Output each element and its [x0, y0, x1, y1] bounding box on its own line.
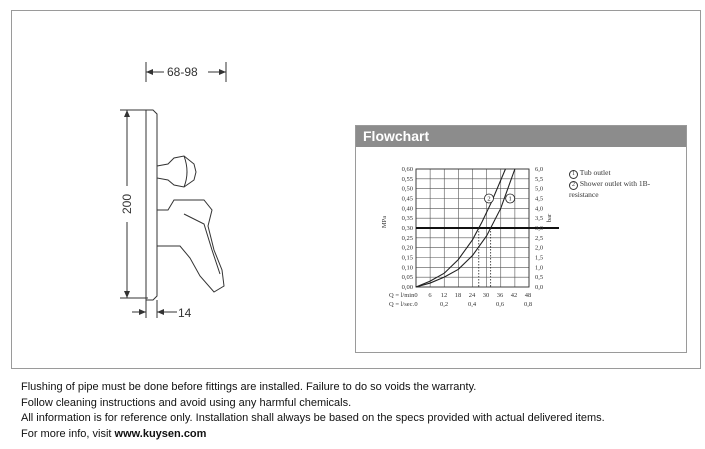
- y-tick-left-4: 0,20: [401, 244, 413, 252]
- y-tick-left-10: 0,50: [401, 185, 413, 193]
- series-marker-label-2: 2: [487, 195, 491, 203]
- y-label-left: MPa: [381, 215, 388, 229]
- x2-tick-4: 0,8: [523, 301, 533, 308]
- wall-plate: [146, 110, 157, 300]
- y-tick-right-9: 4,5: [535, 195, 544, 203]
- dim-depth-arrowhead-right: [157, 309, 164, 315]
- dim-top-label: 68-98: [167, 65, 198, 79]
- y-tick-right-0: 0,0: [535, 284, 544, 291]
- y-tick-right-7: 3,5: [535, 215, 544, 223]
- legend-item-2: [569, 179, 664, 199]
- y-tick-right-12: 6,0: [535, 166, 544, 173]
- y-tick-right-4: 2,0: [535, 244, 544, 252]
- dim-depth-arrowhead-left: [139, 309, 146, 315]
- x-tick-1: 6: [428, 292, 432, 299]
- x-tick-2: 12: [440, 292, 448, 299]
- y-tick-right-5: 2,5: [535, 234, 544, 242]
- y-tick-right-3: 1,5: [535, 254, 544, 262]
- dim-top-arrow-right: [219, 69, 226, 75]
- y-tick-left-12: 0,60: [401, 166, 413, 173]
- website-link[interactable]: www.kuysen.com: [114, 427, 207, 440]
- y-label-right: bar: [546, 213, 553, 223]
- x-tick-8: 48: [524, 292, 532, 299]
- diverter-knob-edge: [184, 156, 187, 187]
- series-marker-label-1: 1: [508, 195, 512, 203]
- y-tick-left-1: 0,05: [401, 274, 413, 282]
- x2-tick-2: 0,4: [467, 301, 477, 308]
- x2-tick-3: 0,6: [495, 301, 505, 308]
- y-tick-left-7: 0,35: [401, 215, 413, 223]
- y-tick-right-10: 5,0: [535, 185, 544, 193]
- note-more-info: [21, 427, 605, 443]
- y-tick-left-5: 0,25: [401, 234, 413, 242]
- x2-tick-1: 0,2: [439, 301, 449, 308]
- diverter-knob: [157, 156, 196, 187]
- x-row-label-1: Q = l/min: [389, 292, 415, 299]
- dim-height-arrow-top: [124, 110, 130, 117]
- y-tick-left-0: 0,00: [401, 284, 413, 291]
- y-tick-right-11: 5,5: [535, 175, 544, 183]
- x2-tick-0: 0: [414, 301, 418, 308]
- legend-item-1: [569, 168, 611, 179]
- legend-text-1: Tub outlet: [579, 168, 611, 177]
- x-tick-3: 18: [454, 292, 462, 299]
- x-tick-5: 30: [482, 292, 490, 299]
- legend-num-2: 2: [569, 181, 578, 190]
- flowchart-title: Flowchart: [356, 126, 686, 147]
- y-tick-right-2: 1,0: [535, 264, 544, 272]
- legend-num-1: 1: [569, 170, 578, 179]
- y-tick-left-6: 0,30: [401, 225, 413, 232]
- lever-handle-contour: [184, 214, 220, 274]
- lever-handle: [157, 200, 224, 292]
- note-cleaning: Follow cleaning instructions and avoid using any harmful chemicals.: [21, 396, 352, 409]
- x-tick-0: 0: [414, 292, 418, 299]
- y-tick-right-1: 0,5: [535, 274, 544, 282]
- dim-top-arrow-left: [146, 69, 153, 75]
- notes-section: [21, 380, 605, 442]
- dim-depth-label: 14: [178, 306, 192, 320]
- x-tick-6: 36: [496, 292, 504, 299]
- x-row-label-2: Q = l/sec.: [389, 301, 415, 308]
- dim-height-arrow-bottom: [124, 291, 130, 298]
- x-tick-4: 24: [468, 292, 476, 299]
- y-tick-left-9: 0,45: [401, 195, 413, 203]
- flowchart-panel: [355, 125, 687, 353]
- note-reference: All information is for reference only. Installation shall always be based on the specs provided with actual delivered items.: [21, 412, 605, 424]
- dim-height-label: 200: [120, 193, 134, 215]
- y-tick-left-11: 0,55: [401, 175, 413, 183]
- y-tick-left-2: 0,10: [401, 264, 413, 272]
- x-tick-7: 42: [510, 292, 518, 299]
- note-more-info-prefix: For more info, visit: [21, 427, 115, 440]
- y-tick-left-8: 0,40: [401, 205, 413, 213]
- y-tick-right-8: 4,0: [535, 205, 544, 213]
- y-tick-left-3: 0,15: [401, 254, 413, 262]
- legend-text-2: Shower outlet with 1B-resistance: [569, 179, 651, 199]
- flowchart-chart: [356, 126, 686, 352]
- y-tick-right-6: 3,0: [535, 225, 544, 232]
- note-flushing: Flushing of pipe must be done before fittings are installed. Failure to do so voids the warranty.: [21, 381, 477, 393]
